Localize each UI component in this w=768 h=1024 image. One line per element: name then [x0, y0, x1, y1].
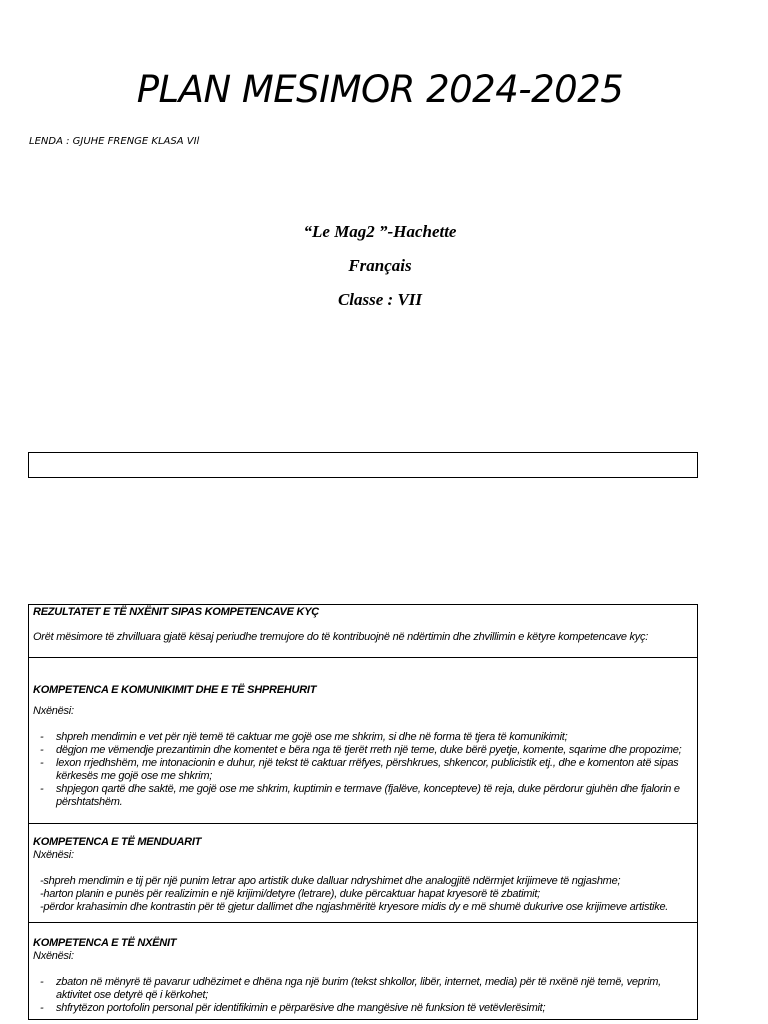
thinking-heading: KOMPETENCA E TË MENDUARIT — [33, 836, 202, 848]
list-item: -përdor krahasimin dhe kontrastin për të gjetur dallimet dhe ngjashmëritë kryesore midis dy e më shumë dukurive ose krijimeve artistike. — [40, 901, 669, 913]
thinking-section — [29, 824, 698, 923]
results-heading: REZULTATET E TË NXËNIT SIPAS KOMPETENCAVE KYÇ — [33, 606, 319, 618]
learning-section — [29, 923, 698, 1020]
empty-box — [28, 452, 698, 478]
learning-heading: KOMPETENCA E TË NXËNIT — [33, 937, 177, 949]
list-item: -harton planin e punës për realizimin e një krijimi/detyre (letrare), duke përcaktuar hapat kryesorë të zbatimit; — [40, 888, 540, 900]
list-item: - dëgjon me vëmendje prezantimin dhe komentet e bëra nga të tjerët rreth një teme, duke bërë pyetje, komente, sqarime dhe propozime; — [40, 744, 682, 756]
book-class: Classe : VII — [337, 290, 423, 309]
list-item: -shpreh mendimin e tij për një punim letrar apo artistik duke dalluar ndryshimet dhe analogjitë ndërmjet krijimeve të ngjashme; — [40, 875, 621, 887]
page-title: PLAN MESIMOR 2024-2025 — [136, 68, 624, 111]
list-item: - zbaton në mënyrë të pavarur udhëzimet e dhëna nga një burim (tekst shkollor, libër, internet, media) për të nxënë një temë, veprim, aktivitet ose detyrë që i kërkohet; — [40, 976, 661, 1001]
learning-list — [33, 976, 693, 1015]
communication-list — [33, 731, 693, 809]
list-item: - shpjegon qartë dhe saktë, me gojë ose me shkrim, kuptimin e termave (fjalëve, koncepteve) të reja, duke përdorur gjuhën dhe fjalorin e përshtatshëm. — [40, 783, 680, 808]
communication-heading: KOMPETENCA E KOMUNIKIMIT DHE E TË SHPREHURIT — [33, 684, 317, 696]
results-section — [29, 605, 698, 658]
book-name: “Le Mag2 ”-Hachette — [303, 222, 457, 241]
learning-subject: Nxënësi: — [33, 950, 74, 962]
subject-line: LENDA : GJUHE FRENGE KLASA VIl — [29, 136, 200, 147]
results-text: Orët mësimore të zhvilluara gjatë kësaj periudhe tremujore do të kontribuojnë në ndërtimin dhe zhvillimin e këtyre kompetencave kyç: — [33, 631, 649, 643]
book-language: Français — [348, 256, 412, 275]
thinking-list — [33, 875, 693, 914]
communication-subject: Nxënësi: — [33, 705, 74, 717]
list-item: - shfrytëzon portofolin personal për identifikimin e përparësive dhe mangësive në funksion të vetëvlerësimit; — [40, 1002, 546, 1014]
list-item: - shpreh mendimin e vet për një temë të caktuar me gojë ose me shkrim, si dhe në forma të tjera të komunikimit; — [40, 731, 568, 743]
list-item: - lexon rrjedhshëm, me intonacionin e duhur, një tekst të caktuar rrëfyes, përshkrues, shkencor, publicistik etj., dhe e komenton atë sipas kërkesës me gojë ose me shkrim; — [40, 757, 679, 782]
thinking-subject: Nxënësi: — [33, 849, 74, 861]
communication-section — [29, 658, 698, 824]
competences-table — [28, 604, 698, 1020]
